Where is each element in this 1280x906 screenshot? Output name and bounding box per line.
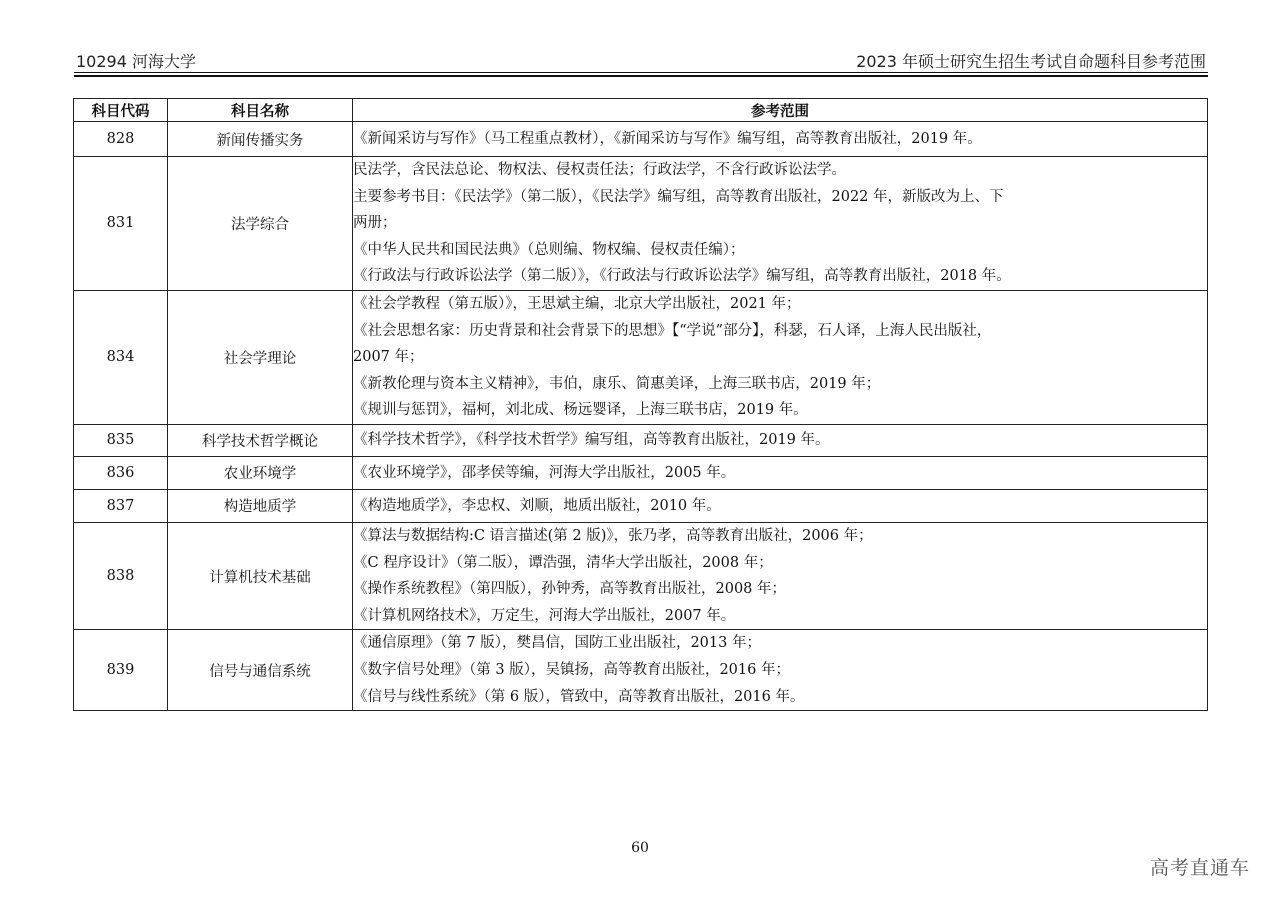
reference-scope — [353, 522, 1208, 629]
col-header-name: 科目名称 — [168, 99, 353, 122]
reference-table — [73, 98, 1208, 711]
table-row — [74, 157, 1208, 291]
col-header-code: 科目代码 — [74, 99, 168, 122]
reference-scope — [353, 424, 1208, 456]
subject-code: 836 — [74, 456, 168, 489]
subject-name: 信号与通信系统 — [168, 630, 353, 711]
reference-line: 《农业环境学》，邵孝侯等编，河海大学出版社，2005 年。 — [353, 464, 736, 481]
reference-line: 《规训与惩罚》，福柯，刘北成、杨远婴译，上海三联书店，2019 年。 — [353, 402, 808, 419]
subject-name: 农业环境学 — [168, 456, 353, 489]
reference-line: 2007 年； — [353, 349, 424, 366]
reference-line: 《信号与线性系统》（第 6 版），管致中，高等教育出版社，2016 年。 — [353, 688, 805, 705]
table-row — [74, 456, 1208, 489]
reference-line: 《新教伦理与资本主义精神》，韦伯，康乐、简惠美译，上海三联书店，2019 年； — [353, 375, 881, 392]
subject-name: 新闻传播实务 — [168, 122, 353, 157]
header-rule-thick — [74, 75, 1208, 77]
header-rule — [74, 72, 1208, 73]
reference-scope — [353, 122, 1208, 157]
reference-scope — [353, 290, 1208, 424]
table-row — [74, 489, 1208, 522]
subject-name: 法学综合 — [168, 157, 353, 291]
page-number: 60 — [631, 840, 649, 856]
subject-code: 835 — [74, 424, 168, 456]
reference-line: 《社会思想名家：历史背景和社会背景下的思想》【“学说”部分】，科瑟，石人译，上海人民出版社， — [353, 322, 992, 339]
subject-code: 837 — [74, 489, 168, 522]
col-header-scope: 参考范围 — [353, 99, 1208, 122]
header-title: 2023 年硕士研究生招生考试自命题科目参考范围 — [856, 52, 1206, 71]
subject-code: 828 — [74, 122, 168, 157]
reference-line: 《C 程序设计》（第二版），谭浩强，清华大学出版社，2008 年； — [353, 554, 773, 571]
reference-line: 《新闻采访与写作》（马工程重点教材），《新闻采访与写作》编写组，高等教育出版社，2019 年。 — [353, 130, 982, 147]
table-row — [74, 630, 1208, 711]
subject-code: 839 — [74, 630, 168, 711]
reference-line: 《算法与数据结构:C 语言描述(第 2 版)》，张乃孝，高等教育出版社，2006 年； — [353, 527, 873, 544]
reference-line: 《计算机网络技术》，万定生，河海大学出版社，2007 年。 — [353, 607, 736, 624]
table-row — [74, 424, 1208, 456]
watermark: 高考直通车 — [1149, 857, 1250, 879]
reference-scope — [353, 630, 1208, 711]
subject-name: 社会学理论 — [168, 290, 353, 424]
reference-scope — [353, 489, 1208, 522]
table-header-row — [74, 99, 1208, 122]
reference-line: 《中华人民共和国民法典》（总则编、物权编、侵权责任编）； — [353, 241, 745, 258]
subject-code: 838 — [74, 522, 168, 629]
reference-line: 两册； — [353, 215, 397, 232]
subject-code: 831 — [74, 157, 168, 291]
header-school: 10294 河海大学 — [76, 52, 196, 71]
subject-name: 构造地质学 — [168, 489, 353, 522]
table-row — [74, 522, 1208, 629]
reference-scope — [353, 157, 1208, 291]
subject-code: 834 — [74, 290, 168, 424]
reference-line: 《行政法与行政诉讼法学（第二版）》，《行政法与行政诉讼法学》编写组，高等教育出版社，2018 年。 — [353, 268, 1011, 285]
reference-line: 《操作系统教程》（第四版），孙钟秀，高等教育出版社，2008 年； — [353, 581, 787, 598]
subject-name: 计算机技术基础 — [168, 522, 353, 629]
reference-line: 《科学技术哲学》，《科学技术哲学》编写组，高等教育出版社，2019 年。 — [353, 432, 830, 449]
reference-line: 《通信原理》（第 7 版），樊昌信，国防工业出版社，2013 年； — [353, 635, 761, 652]
reference-line: 主要参考书目：《民法学》（第二版），《民法学》编写组，高等教育出版社，2022 年，新版改为上、下 — [353, 188, 1004, 205]
reference-line: 《数字信号处理》（第 3 版），吴镇扬，高等教育出版社，2016 年； — [353, 661, 790, 678]
reference-line: 《社会学教程（第五版）》，王思斌主编，北京大学出版社，2021 年； — [353, 295, 801, 312]
table-row — [74, 122, 1208, 157]
reference-scope — [353, 456, 1208, 489]
reference-line: 《构造地质学》，李忠权、刘顺，地质出版社，2010 年。 — [353, 497, 721, 514]
reference-line: 民法学，含民法总论、物权法、侵权责任法；行政法学，不含行政诉讼法学。 — [353, 162, 846, 178]
subject-name: 科学技术哲学概论 — [168, 424, 353, 456]
table-row — [74, 290, 1208, 424]
